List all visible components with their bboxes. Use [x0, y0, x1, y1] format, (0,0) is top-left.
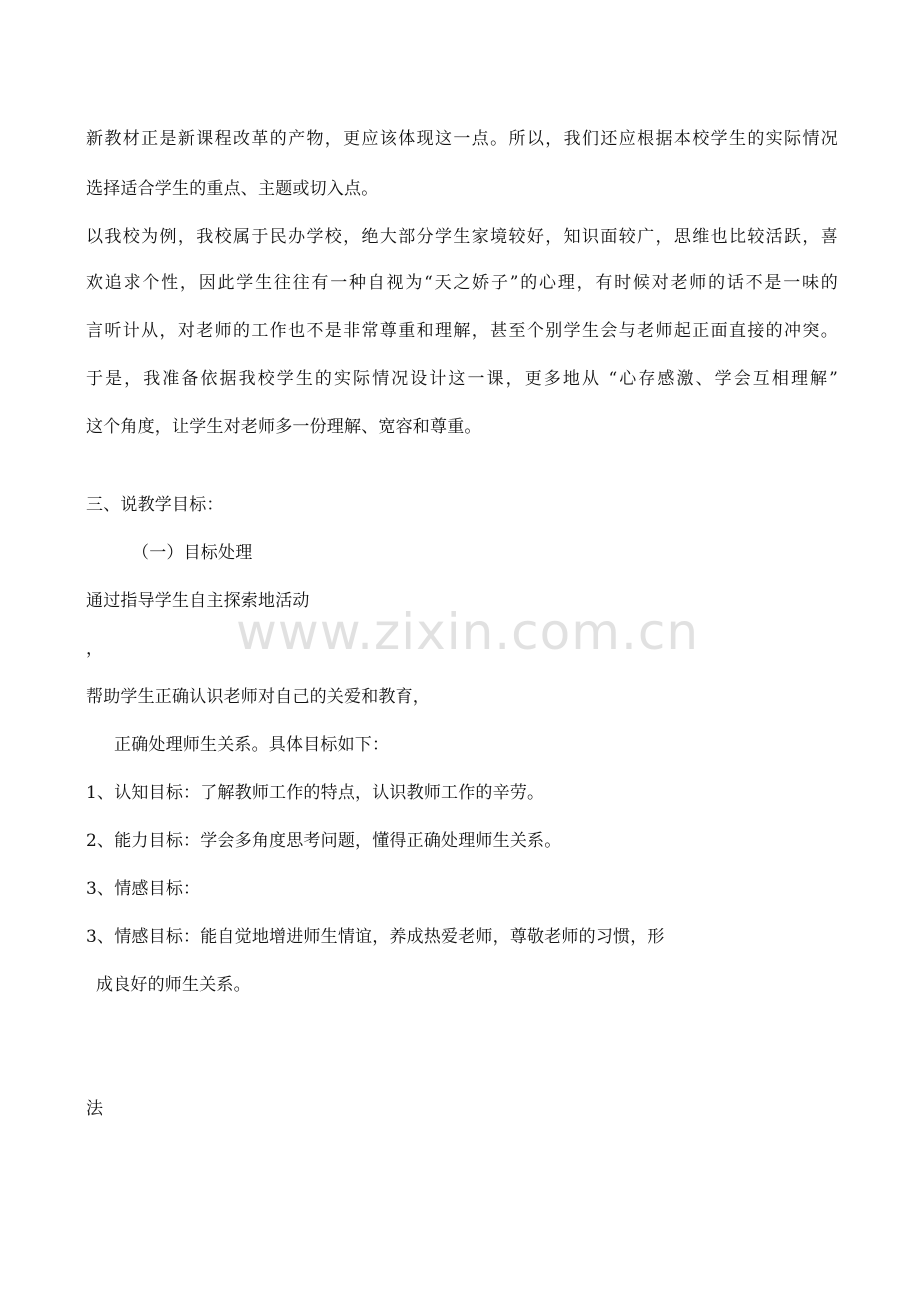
- objective-ability: 2、能力目标：学会多角度思考问题，懂得正确处理师生关系。: [86, 831, 562, 851]
- paragraph-1-line-2: 选择适合学生的重点、主题或切入点。: [86, 179, 379, 199]
- objective-emotion-heading: 3、情感目标：: [86, 879, 201, 899]
- paragraph-2-line-1: 以我校为例，我校属于民办学校，绝大部分学生家境较好，知识面较广，思维也比较活跃，喜: [86, 227, 838, 247]
- paragraph-2-line-2: 欢追求个性，因此学生往往有一种自视为“天之娇子”的心理，有时候对老师的话不是一味的: [86, 273, 838, 293]
- trailing-character: 法: [86, 1099, 104, 1119]
- handle-line: 正确处理师生关系。具体目标如下：: [114, 735, 390, 755]
- help-line: 帮助学生正确认识老师对自己的关爱和教育，: [86, 687, 430, 707]
- paragraph-2-line-3: 言听计从，对老师的工作也不是非常尊重和理解，甚至个别学生会与老师起正面直接的冲突。: [86, 321, 838, 341]
- objective-emotion: 3、情感目标：能自觉地增进师生情谊，养成热爱老师，尊敬老师的习惯，形: [86, 927, 665, 947]
- watermark: www.zixin.com.cn: [236, 603, 700, 661]
- paragraph-1-line-1: 新教材正是新课程改革的产物，更应该体现这一点。所以，我们还应根据本校学生的实际情况: [86, 129, 838, 149]
- activity-line: 通过指导学生自主探索地活动: [86, 591, 310, 611]
- paragraph-2-line-4: 于是，我准备依据我校学生的实际情况设计这一课，更多地从 “心存感激、学会互相理解”: [86, 369, 838, 389]
- subsection-heading: （一）目标处理: [132, 543, 253, 563]
- comma-line: ，: [86, 639, 104, 659]
- paragraph-2-line-5: 这个角度，让学生对老师多一份理解、宽容和尊重。: [86, 417, 482, 437]
- objective-emotion-continuation: 成良好的师生关系。: [96, 975, 251, 995]
- section-heading: 三、说教学目标：: [86, 495, 224, 515]
- objective-cognitive: 1、认知目标：了解教师工作的特点，认识教师工作的辛劳。: [86, 783, 545, 803]
